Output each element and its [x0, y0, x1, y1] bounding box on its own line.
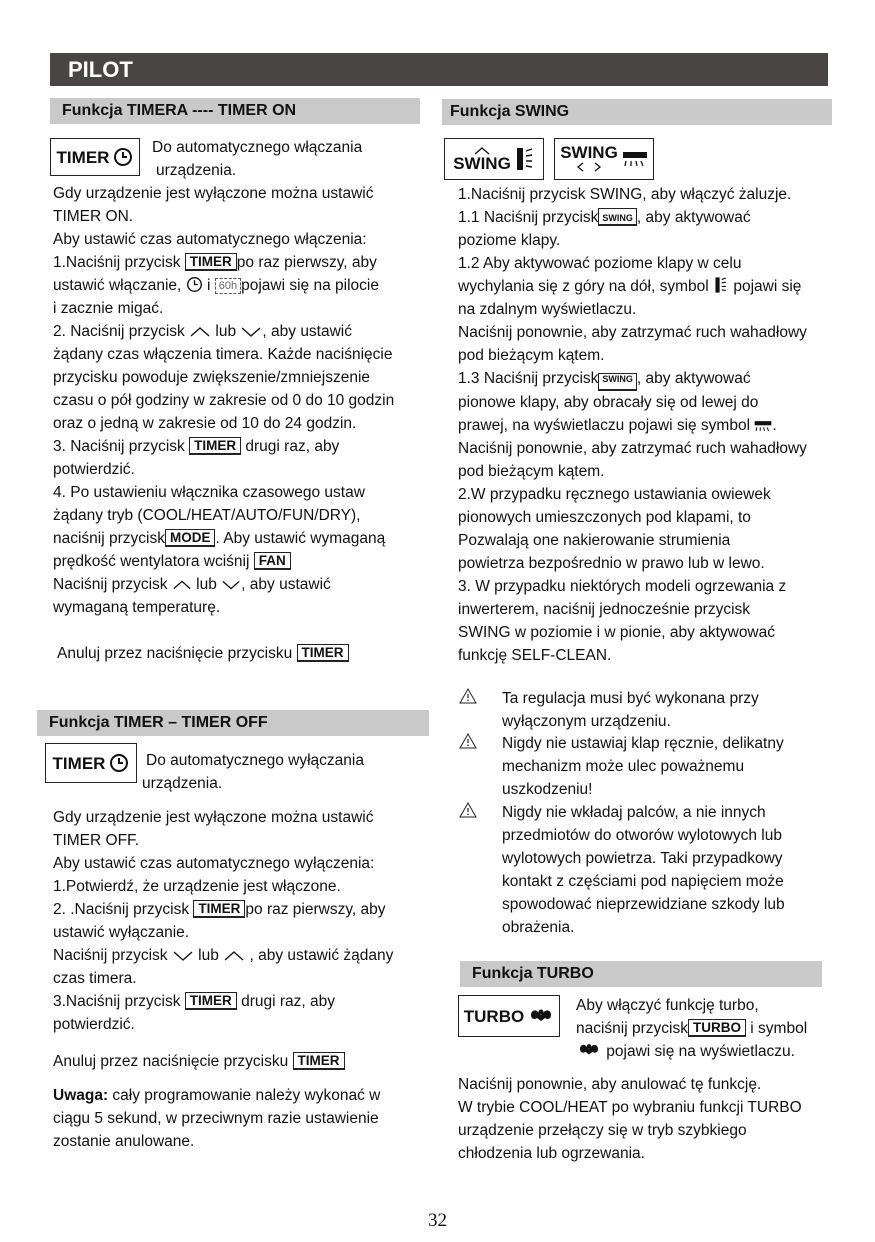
horizontal-louver-icon — [622, 150, 648, 168]
swing-button-label: SWING — [453, 154, 511, 173]
text: , aby ustawić — [262, 323, 353, 340]
text-line: spowodować nieprzewidziane szkody lub — [502, 896, 785, 913]
text-line: 1.Potwierdź, że urządzenie jest włączone. — [53, 878, 341, 895]
text: wychylania się z góry na dół, symbol — [458, 278, 714, 295]
timer-on-button-desc — [152, 136, 362, 182]
text: 3. Naciśnij przycisk — [53, 438, 190, 455]
desc-line: Do automatycznego wyłączania — [146, 752, 364, 769]
text-line: ustawić wyłączanie. — [53, 924, 190, 941]
text-line: Naciśnij ponownie, aby zatrzymać ruch wahadłowy — [458, 324, 807, 341]
chevron-up-icon — [223, 949, 245, 963]
swing-button-label: SWING — [560, 143, 618, 162]
timer-button-label: TIMER — [52, 753, 106, 773]
text: 1.Naciśnij przycisk — [53, 254, 185, 271]
step2-line — [53, 944, 393, 967]
text-line: funkcję SELF-CLEAN. — [458, 647, 612, 664]
timer-on-heading: Funkcja TIMERA ---- TIMER ON — [62, 102, 297, 119]
text-line: uszkodzeniu! — [502, 781, 593, 798]
step4-line — [53, 573, 394, 596]
text: 2. Naciśnij przycisk — [53, 323, 190, 340]
text-line: Pozwalają one nakierowanie strumienia — [458, 532, 731, 549]
text-line: obrażenia. — [502, 919, 575, 936]
swing-horizontal-button-box — [444, 138, 544, 180]
text-line: TIMER OFF. — [53, 832, 140, 849]
text-line: pionowych umieszczonych pod klapami, to — [458, 509, 751, 526]
timer-button-label: TIMER — [56, 147, 110, 167]
chevron-up-icon — [189, 325, 211, 339]
text: 1.1 Naciśnij przycisk — [458, 209, 599, 226]
text-line: wyłączonym urządzeniu. — [502, 713, 671, 730]
text: 1.3 Naciśnij przycisk — [458, 370, 599, 387]
text-line: inwerterem, naciśnij jednocześnie przycisk — [458, 601, 751, 618]
text-line: żądany czas włączenia timera. Każde naciśnięcie — [53, 346, 393, 363]
text-line: potwierdzić. — [53, 1016, 135, 1033]
text: i — [202, 277, 215, 294]
swing-label-group — [560, 145, 618, 173]
turbo-line — [576, 1017, 807, 1040]
text: drugi raz, aby — [241, 438, 340, 455]
text-line: i zacznie migać. — [53, 300, 164, 317]
page-title: PILOT — [68, 57, 133, 82]
turbo-button-icon-box — [458, 995, 560, 1037]
warning-icon — [458, 732, 478, 750]
chevron-up-icon — [172, 578, 192, 592]
clock-icon — [186, 276, 203, 293]
text-line: Nigdy nie ustawiaj klap ręcznie, delikatny — [502, 735, 784, 752]
timer-inline-button: TIMER — [297, 644, 349, 662]
text: 3.Naciśnij przycisk — [53, 993, 185, 1010]
text: lub — [193, 947, 224, 964]
turbo-body — [458, 1073, 802, 1165]
text: lub — [211, 323, 241, 340]
vertical-louver-icon — [515, 146, 535, 172]
clock-icon — [113, 147, 133, 167]
step13-line — [458, 414, 807, 437]
step4-line — [53, 527, 394, 550]
timer-off-heading: Funkcja TIMER – TIMER OFF — [49, 714, 268, 731]
text-line: 2.W przypadku ręcznego ustawiania owiewek — [458, 486, 771, 503]
timer-inline-button: TIMER — [189, 437, 241, 455]
warning-text — [502, 801, 785, 939]
text: , aby aktywować — [636, 209, 751, 226]
page-banner — [50, 53, 828, 86]
text-line: chłodzenia lub ogrzewania. — [458, 1145, 645, 1162]
cancel-line — [53, 642, 394, 665]
text: cały programowanie należy wykonać w — [108, 1087, 381, 1104]
text: lub — [191, 576, 222, 593]
text-line: żądany tryb (COOL/HEAT/AUTO/FUN/DRY), — [53, 507, 361, 524]
text: naciśnij przycisk — [576, 1020, 688, 1037]
text-line: 1.Naciśnij przycisk SWING, aby włączyć żaluzje. — [458, 186, 792, 203]
text-line: kontakt z częściami pod napięciem może — [502, 873, 784, 890]
vertical-louver-icon — [713, 276, 729, 294]
timer-off-body — [53, 806, 393, 1153]
text-line: przycisku powoduje zwiększenie/zmniejszenie — [53, 369, 371, 386]
timer-on-heading-bar — [50, 98, 420, 124]
text-line: ciągu 5 sekund, w przeciwnym razie ustawienie — [53, 1110, 379, 1127]
text: i symbol — [745, 1020, 808, 1037]
text-line: Naciśnij ponownie, aby zatrzymać ruch wahadłowy — [458, 440, 807, 457]
text-line: wylotowych powietrza. Taki przypadkowy — [502, 850, 783, 867]
turbo-muscle-icon — [576, 1041, 602, 1059]
timer-inline-button: TIMER — [185, 253, 237, 271]
desc-line: Do automatycznego włączania — [152, 139, 363, 156]
turbo-heading-bar — [460, 961, 822, 987]
swing-inline-button — [598, 373, 637, 391]
swing-heading: Funkcja SWING — [450, 103, 570, 120]
text-line: pionowe klapy, aby obracały się od lewej do — [458, 394, 759, 411]
timer-off-heading-bar — [37, 710, 429, 736]
warning-icon — [458, 687, 478, 705]
turbo-heading: Funkcja TURBO — [472, 965, 594, 982]
step2-line — [53, 898, 393, 921]
text-line: Aby włączyć funkcję turbo, — [576, 997, 759, 1014]
text-line: Nigdy nie wkładaj palców, a nie innych — [502, 804, 766, 821]
text-line: potwierdzić. — [53, 461, 135, 478]
timer-inline-button: TIMER — [185, 992, 237, 1010]
swing-inline-label: SWING — [602, 213, 633, 223]
text: pojawi się — [729, 278, 802, 295]
text: . Aby ustawić wymaganą — [215, 530, 386, 547]
text-line: Ta regulacja musi być wykonana przy — [502, 690, 759, 707]
text-line: SWING w poziomie i w pionie, aby aktywować — [458, 624, 776, 641]
text: po raz pierwszy, aby — [236, 254, 377, 271]
text: , aby aktywować — [636, 370, 751, 387]
chevron-down-icon — [172, 949, 194, 963]
timer-off-button-desc — [142, 749, 364, 795]
text-line: Gdy urządzenie jest wyłączone można ustawić — [53, 809, 374, 826]
text: Naciśnij przycisk — [53, 576, 172, 593]
step4-line — [53, 550, 394, 573]
turbo-inline-button: TURBO — [688, 1019, 746, 1037]
step2-line — [53, 320, 394, 343]
text-line: oraz o jedną w zakresie od 10 do 24 godzin. — [53, 415, 357, 432]
timer-inline-button: TIMER — [193, 900, 245, 918]
text: pojawi się na pilocie — [241, 277, 379, 294]
text-line: poziome klapy. — [458, 232, 561, 249]
text-line: urządzenie przełączy się w tryb szybkiego — [458, 1122, 747, 1139]
text-line: TIMER ON. — [53, 208, 134, 225]
text: . — [772, 417, 777, 434]
text-line: zostanie anulowane. — [53, 1133, 195, 1150]
step12-line — [458, 275, 807, 298]
text: , aby ustawić żądany — [245, 947, 394, 964]
text-line: W trybie COOL/HEAT po wybraniu funkcji TURBO — [458, 1099, 802, 1116]
clock-icon — [109, 753, 129, 773]
text: ustawić włączanie, — [53, 277, 186, 294]
text: 2. .Naciśnij przycisk — [53, 901, 194, 918]
text: naciśnij przycisk — [53, 530, 165, 547]
cancel-line — [53, 1050, 393, 1073]
chevron-down-icon — [221, 578, 241, 592]
step13-line — [458, 367, 807, 391]
text: Anuluj przez naciśnięcie przycisku — [53, 1053, 293, 1070]
text-line: Aby ustawić czas automatycznego włączenia: — [53, 231, 367, 248]
timer-inline-button: TIMER — [293, 1052, 345, 1070]
step1-line — [53, 274, 394, 297]
text-line: Gdy urządzenie jest wyłączone można ustawić — [53, 185, 374, 202]
text-line: na zdalnym wyświetlaczu. — [458, 301, 637, 318]
page-number: 32 — [428, 1210, 447, 1231]
desc-line: urządzenia. — [142, 775, 223, 792]
text: prawej, na wyświetlaczu pojawi się symbol — [458, 417, 755, 434]
text-line: pod bieżącym kątem. — [458, 463, 605, 480]
note-line — [53, 1084, 393, 1107]
timer-off-button-icon-box — [45, 743, 137, 783]
turbo-line — [576, 1040, 807, 1063]
desc-line: urządzenia. — [156, 162, 237, 179]
step3-line — [53, 435, 394, 458]
swing-body — [458, 183, 807, 667]
text-line: Naciśnij ponownie, aby anulować tę funkcję. — [458, 1076, 762, 1093]
timer-on-body — [53, 182, 394, 665]
swing-label-group — [453, 146, 511, 172]
turbo-desc — [576, 994, 807, 1063]
note-label: Uwaga: — [53, 1087, 109, 1104]
turbo-muscle-icon — [528, 1006, 554, 1026]
warning-icon — [458, 801, 478, 819]
text-line: czasu o pół godziny w zakresie od 0 do 10 godzin — [53, 392, 395, 409]
text: Naciśnij przycisk — [53, 947, 172, 964]
step3-line — [53, 990, 393, 1013]
timer-button-icon-box — [50, 138, 140, 176]
text-line: 4. Po ustawieniu włącznika czasowego ustaw — [53, 484, 365, 501]
turbo-button-label: TURBO — [463, 1006, 525, 1026]
text: pojawi się na wyświetlaczu. — [602, 1043, 795, 1060]
swing-inline-label: SWING — [602, 374, 633, 384]
text-line: przedmiotów do otworów wylotowych lub — [502, 827, 782, 844]
swing-inline-button — [598, 208, 637, 226]
text-line: mechanizm może ulec poważnemu — [502, 758, 745, 775]
text: drugi raz, aby — [236, 993, 335, 1010]
text: po raz pierwszy, aby — [245, 901, 386, 918]
text-line: Aby ustawić czas automatycznego wyłączenia: — [53, 855, 375, 872]
warning-text — [502, 687, 759, 733]
swing-vertical-button-box — [554, 138, 654, 180]
horizontal-louver-icon — [754, 419, 772, 433]
text-line: pod bieżącym kątem. — [458, 347, 605, 364]
text: Anuluj przez naciśnięcie przycisku — [57, 645, 297, 662]
swing-heading-bar — [442, 99, 832, 125]
text: prędkość wentylatora wciśnij — [53, 553, 254, 570]
step11-line — [458, 206, 807, 229]
text: , aby ustawić — [241, 576, 331, 593]
step1-line — [53, 251, 394, 274]
text-line: wymaganą temperaturę. — [53, 599, 221, 616]
swing-left-right-arrows-icon — [576, 161, 602, 173]
text-line: 1.2 Aby aktywować poziome klapy w celu — [458, 255, 742, 272]
text-line: 3. W przypadku niektórych modeli ogrzewania z — [458, 578, 787, 595]
mode-inline-button: MODE — [165, 529, 216, 547]
text-line: powietrza bezpośrednio w prawo lub w lewo. — [458, 555, 765, 572]
chevron-down-icon — [240, 325, 262, 339]
fan-inline-button: FAN — [254, 552, 291, 570]
text-line: czas timera. — [53, 970, 137, 987]
warning-text — [502, 732, 784, 801]
lcd-display-icon: 60h — [215, 278, 241, 294]
